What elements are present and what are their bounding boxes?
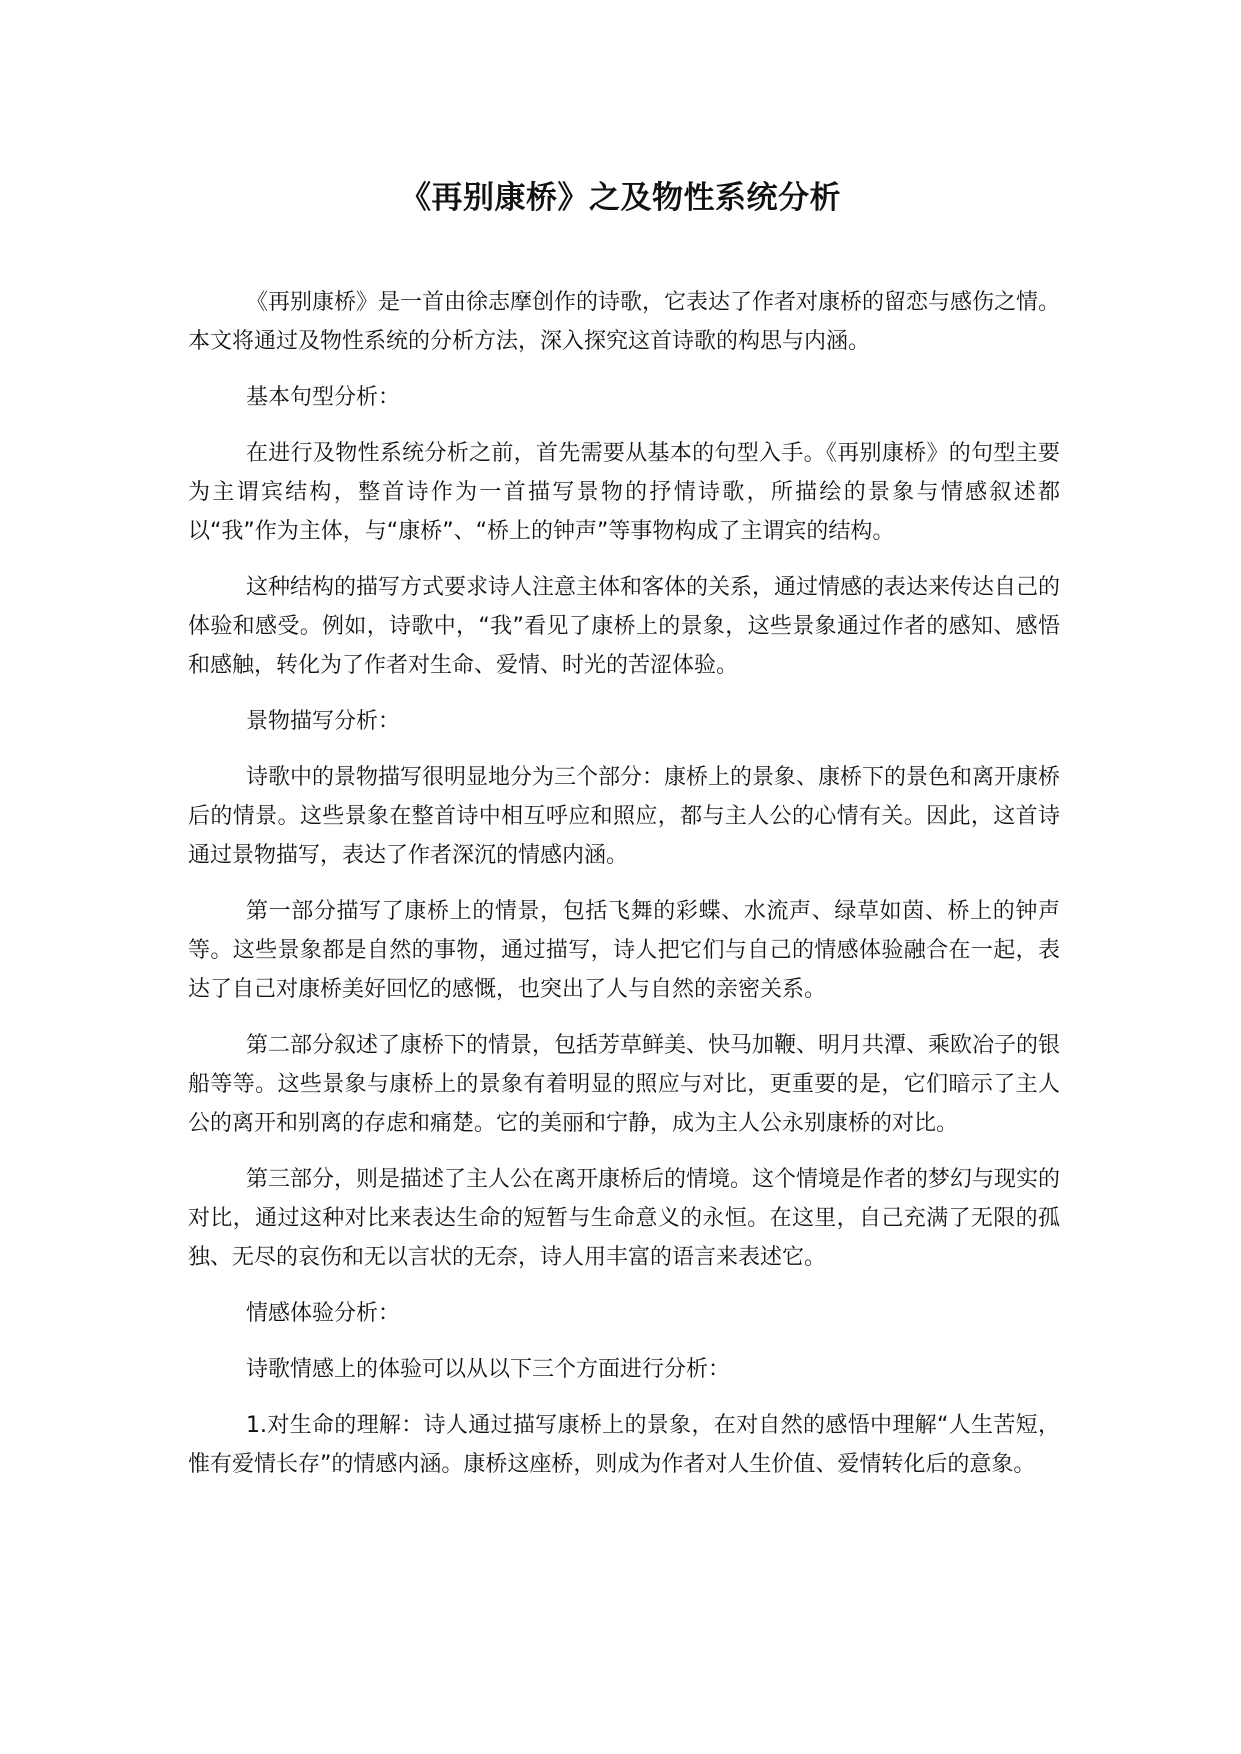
document-title: 《再别康桥》之及物性系统分析 xyxy=(400,180,841,216)
section-heading-emotion: 情感体验分析： xyxy=(246,1301,401,1326)
body-paragraph: 诗歌中的景物描写很明显地分为三个部分：康桥上的景象、康桥下的景色和离开康桥后的情景。这些景象在整首诗中相互呼应和照应，都与主人公的心情有关。因此，这首诗通过景物描写，表达了作者深沉的情感内涵。 xyxy=(188,765,1061,868)
body-paragraph: 诗歌情感上的体验可以从以下三个方面进行分析： xyxy=(246,1357,731,1382)
intro-paragraph: 《再别康桥》是一首由徐志摩创作的诗歌，它表达了作者对康桥的留恋与感伤之情。本文将通过及物性系统的分析方法，深入探究这首诗歌的构思与内涵。 xyxy=(188,290,1061,354)
body-paragraph: 这种结构的描写方式要求诗人注意主体和客体的关系，通过情感的表达来传达自己的体验和感受。例如，诗歌中，“我”看见了康桥上的景象，这些景象通过作者的感知、感悟和感触，转化为了作者对生命、爱情、时光的苦涩体验。 xyxy=(188,575,1061,678)
section-heading-sentence-pattern: 基本句型分析： xyxy=(246,385,401,410)
body-paragraph: 第一部分描写了康桥上的情景，包括飞舞的彩蝶、水流声、绿草如茵、桥上的钟声等。这些景象都是自然的事物，通过描写，诗人把它们与自己的情感体验融合在一起，表达了自己对康桥美好回忆的感慨，也突出了人与自然的亲密关系。 xyxy=(188,899,1060,1002)
body-paragraph: 在进行及物性系统分析之前，首先需要从基本的句型入手。《再别康桥》的句型主要为主谓宾结构，整首诗作为一首描写景物的抒情诗歌，所描绘的景象与情感叙述都以“我”作为主体，与“康桥”、“桥上的钟声”等事物构成了主谓宾的结构。 xyxy=(188,441,1060,544)
section-heading-scenery: 景物描写分析： xyxy=(246,709,401,734)
document-body xyxy=(188,283,1060,1501)
body-paragraph: 第三部分，则是描述了主人公在离开康桥后的情境。这个情境是作者的梦幻与现实的对比，通过这种对比来表达生命的短暂与生命意义的永恒。在这里，自己充满了无限的孤独、无尽的哀伤和无以言状的无奈，诗人用丰富的语言来表述它。 xyxy=(188,1167,1061,1270)
list-item-paragraph: 1.对生命的理解：诗人通过描写康桥上的景象，在对自然的感悟中理解“人生苦短，惟有爱情长存”的情感内涵。康桥这座桥，则成为作者对人生价值、爱情转化后的意象。 xyxy=(188,1413,1060,1477)
body-paragraph: 第二部分叙述了康桥下的情景，包括芳草鲜美、快马加鞭、明月共潭、乘欧冶子的银船等等。这些景象与康桥上的景象有着明显的照应与对比，更重要的是，它们暗示了主人公的离开和别离的存虑和痛楚。它的美丽和宁静，成为主人公永别康桥的对比。 xyxy=(188,1033,1061,1136)
